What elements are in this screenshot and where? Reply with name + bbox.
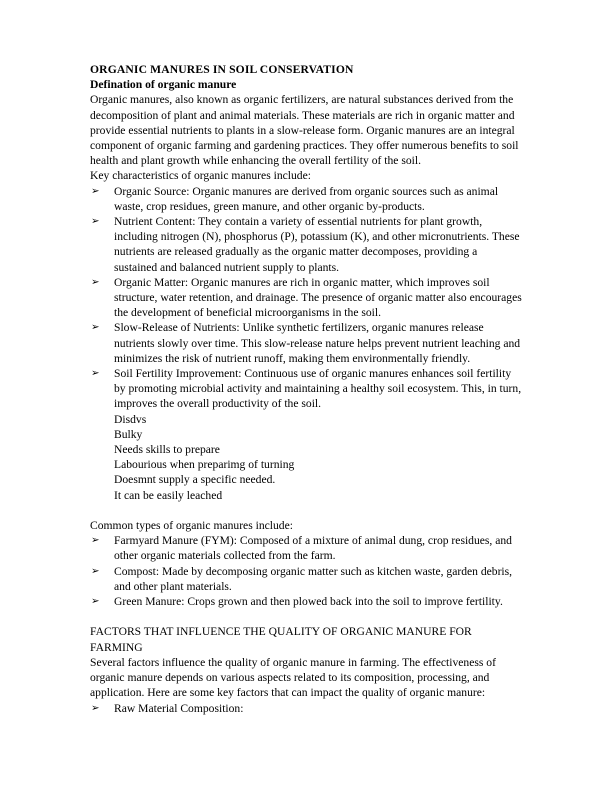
arrow-bullet-icon: ➢ <box>91 702 100 714</box>
list-item-text: Slow-Release of Nutrients: Unlike synthetic fertilizers, organic manures release nutrients slowly over time. This slow-release nature helps prevent nutrient leaching and minimizes the risk of nutrient runoff, making them environmentally friendly. <box>114 321 521 365</box>
arrow-bullet-icon: ➢ <box>91 185 100 197</box>
intro-paragraph: Organic manures, also known as organic fertilizers, are natural substances derived from the decomposition of plant and animal materials. These materials are rich in organic matter and provide essential nutrients to plants in a slow-release form. Organic manures are an integral component of organic farming and gardening practices. They offer numerous benefits to soil health and plant growth while enhancing the overall fertility of the soil. <box>90 93 519 168</box>
list-item: Needs skills to prepare <box>114 443 220 457</box>
arrow-bullet-icon: ➢ <box>91 368 100 380</box>
list-item: Labourious when preparimg of turning <box>114 458 295 472</box>
common-types-lead: Common types of organic manures include: <box>90 519 293 533</box>
arrow-bullet-icon: ➢ <box>91 535 100 547</box>
list-item-text: Soil Fertility Improvement: Continuous use of organic manures enhances soil fertility by promoting microbial activity and maintaining a healthy soil ecosystem. This, in turn, improves the overall productivity of the soil. <box>114 367 522 411</box>
list-item: Bulky <box>114 427 143 441</box>
arrow-bullet-icon: ➢ <box>91 216 100 228</box>
list-item-text: Organic Matter: Organic manures are rich in organic matter, which improves soil structure, water retention, and drainage. The presence of organic matter also encourages the development of beneficial microorganisms in the soil. <box>114 275 522 320</box>
list-item <box>90 701 522 716</box>
document-body <box>90 62 522 716</box>
arrow-bullet-icon: ➢ <box>91 596 100 608</box>
paragraph-spacer <box>90 503 522 518</box>
list-item-text: Farmyard Manure (FYM): Composed of a mixture of animal dung, crop residues, and other organic materials collected from the farm. <box>114 534 512 563</box>
factors-paragraph: Several factors influence the quality of organic manure in farming. The effectiveness of organic manure depends on various aspects related to its composition, processing, and application. Here are some key factors that can impact the quality of organic manure: <box>90 655 496 700</box>
list-item <box>90 184 522 214</box>
list-item <box>90 214 522 275</box>
list-item-text: Green Manure: Crops grown and then plowed back into the soil to improve fertility. <box>114 595 503 609</box>
document-title: ORGANIC MANURES IN SOIL CONSERVATION <box>90 63 354 76</box>
arrow-bullet-icon: ➢ <box>91 565 100 577</box>
list-item <box>90 366 522 412</box>
list-item: It can be easily leached <box>114 488 223 502</box>
arrow-bullet-icon: ➢ <box>91 322 100 334</box>
list-item-text: Nutrient Content: They contain a variety of essential nutrients for plant growth, including nitrogen (N), phosphorus (P), potassium (K), and other micronutrients. These nutrients are released gradually as the organic matter decomposes, providing a sustained and balanced nutrient supply to plants. <box>114 215 520 274</box>
factors-list <box>90 701 522 716</box>
list-item-text: Organic Source: Organic manures are derived from organic sources such as animal waste, crop residues, green manure, and other organic by-products. <box>114 184 499 213</box>
factors-section-heading: FACTORS THAT INFLUENCE THE QUALITY OF ORGANIC MANURE FOR FARMING <box>90 625 472 654</box>
list-item: Doesmnt supply a specific needed. <box>114 473 276 487</box>
list-item <box>90 594 522 609</box>
list-item-text: Raw Material Composition: <box>114 701 244 715</box>
paragraph-spacer <box>90 609 522 624</box>
document-subtitle: Defination of organic manure <box>90 78 237 92</box>
arrow-bullet-icon: ➢ <box>91 276 100 288</box>
key-characteristics-lead: Key characteristics of organic manures include: <box>90 169 311 183</box>
list-item <box>90 564 522 594</box>
list-item <box>90 533 522 563</box>
key-characteristics-list <box>90 184 522 412</box>
disadvantages-list <box>90 412 522 503</box>
list-item-text: Compost: Made by decomposing organic matter such as kitchen waste, garden debris, and other plant materials. <box>114 564 513 593</box>
disadvantages-heading: Disdvs <box>114 412 147 426</box>
list-item <box>90 275 522 321</box>
list-item <box>90 320 522 366</box>
common-types-list <box>90 533 522 609</box>
